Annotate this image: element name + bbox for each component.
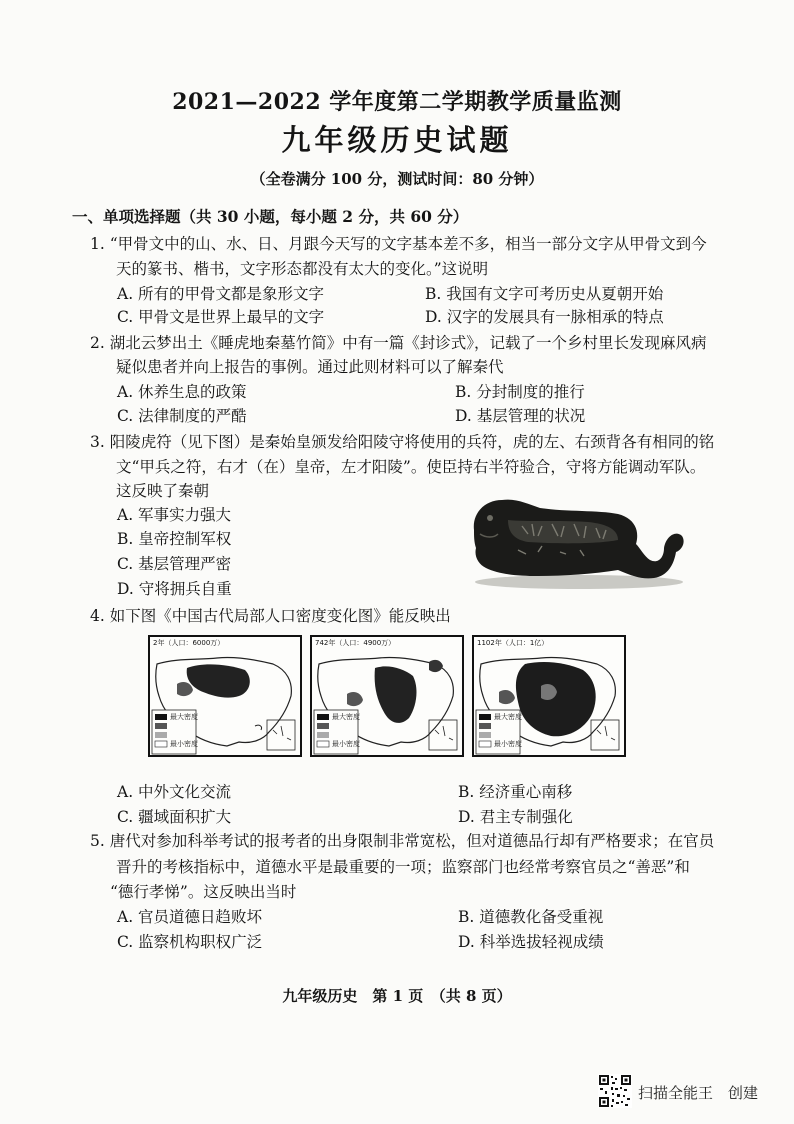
q5-option-a: A. 官员道德日趋败坏 [117,908,263,926]
q3-stem-line3: 这反映了秦朝 [116,482,210,500]
exam-title-line1: 2021—2022 学年度第二学期教学质量监测 [172,89,622,115]
q5-option-d: D. 科举选拔轻视成绩 [458,933,604,951]
population-density-maps [147,634,637,760]
q5-option-c: C. 监察机构职权广泛 [117,933,263,951]
map2-caption: 742年（人口：4900万） [315,639,396,647]
map3-caption: 1102年（人口：1亿） [477,639,549,647]
q1-stem-line2: 天的篆书、楷书，文字形态都没有太大的变化。”这说明 [116,260,489,278]
q5-stem-line1: 5. 唐代对参加科举考试的报考者的出身限制非常宽松，但对道德品行却有严格要求；在官员 [90,832,715,850]
q4-option-d: D. 君主专制强化 [458,808,573,826]
q4-option-a: A. 中外文化交流 [117,783,232,801]
q2-stem-line2: 疑似患者并向上报告的事例。通过此则材料可以了解秦代 [116,358,504,376]
q3-option-b: B. 皇帝控制军权 [117,530,232,548]
q2-option-b: B. 分封制度的推行 [455,383,585,401]
q4-option-b: B. 经济重心南移 [458,783,573,801]
q3-option-a: A. 军事实力强大 [117,506,232,524]
map-1102ad [473,636,625,756]
q2-option-d: D. 基层管理的状况 [455,407,586,425]
map2-legend-high: 最大密度 [332,713,360,721]
exam-title: 九年级历史试题 [281,123,513,157]
tiger-tally-image [468,490,690,592]
q2-option-a: A. 休养生息的政策 [117,383,247,401]
map3-legend-low: 最小密度 [494,740,522,748]
q4-option-c: C. 疆域面积扩大 [117,808,232,826]
q4-stem: 4. 如下图《中国古代局部人口密度变化图》能反映出 [90,607,451,625]
q1-option-a: A. 所有的甲骨文都是象形文字 [117,285,325,303]
q3-option-d: D. 守将拥兵自重 [117,580,232,598]
map1-caption: 2年（人口：6000万） [153,639,225,647]
q1-stem-line1: 1. “甲骨文中的山、水、日、月跟今天写的文字基本差不多，相当一部分文字从甲骨文到今 [90,235,707,253]
map3-legend-high: 最大密度 [494,713,522,721]
scanner-watermark: 扫描全能王 创建 [638,1084,759,1102]
q1-option-d: D. 汉字的发展具有一脉相承的特点 [425,308,664,326]
q5-stem-line2: 晋升的考核指标中，道德水平是最重要的一项；监察部门也经常考察官员之“善恶”和 [116,858,690,876]
q2-stem-line1: 2. 湖北云梦出土《睡虎地秦墓竹简》中有一篇《封诊式》，记载了一个乡村里长发现麻风病 [90,334,707,352]
map2-legend-low: 最小密度 [332,740,360,748]
section-heading: 一、单项选择题（共 30 小题，每小题 2 分，共 60 分） [72,207,469,226]
q2-option-c: C. 法律制度的严酷 [117,407,247,425]
map1-legend-low: 最小密度 [170,740,198,748]
map-2ad [149,636,301,756]
q3-stem-line1: 3. 阳陵虎符（见下图）是秦始皇颁发给阳陵守将使用的兵符，虎的左、右颈背各有相同的铭 [90,433,715,451]
q5-stem-line3: “德行孝悌”。这反映出当时 [110,883,297,901]
q3-stem-line2: 文“甲兵之符，右才（在）皇帝，左才阳陵”。使臣持右半符验合，守将方能调动军队。 [116,458,706,476]
q1-option-b: B. 我国有文字可考历史从夏朝开始 [425,285,664,303]
q1-option-c: C. 甲骨文是世界上最早的文字 [117,308,325,326]
exam-note: （全卷满分 100 分，测试时间：80 分钟） [250,170,544,188]
q3-option-c: C. 基层管理严密 [117,555,232,573]
map-742ad [311,636,463,756]
qr-code-icon [598,1074,632,1108]
map1-legend-high: 最大密度 [170,713,198,721]
page-footer: 九年级历史 第 1 页 （共 8 页） [282,987,512,1005]
q5-option-b: B. 道德教化备受重视 [458,908,604,926]
